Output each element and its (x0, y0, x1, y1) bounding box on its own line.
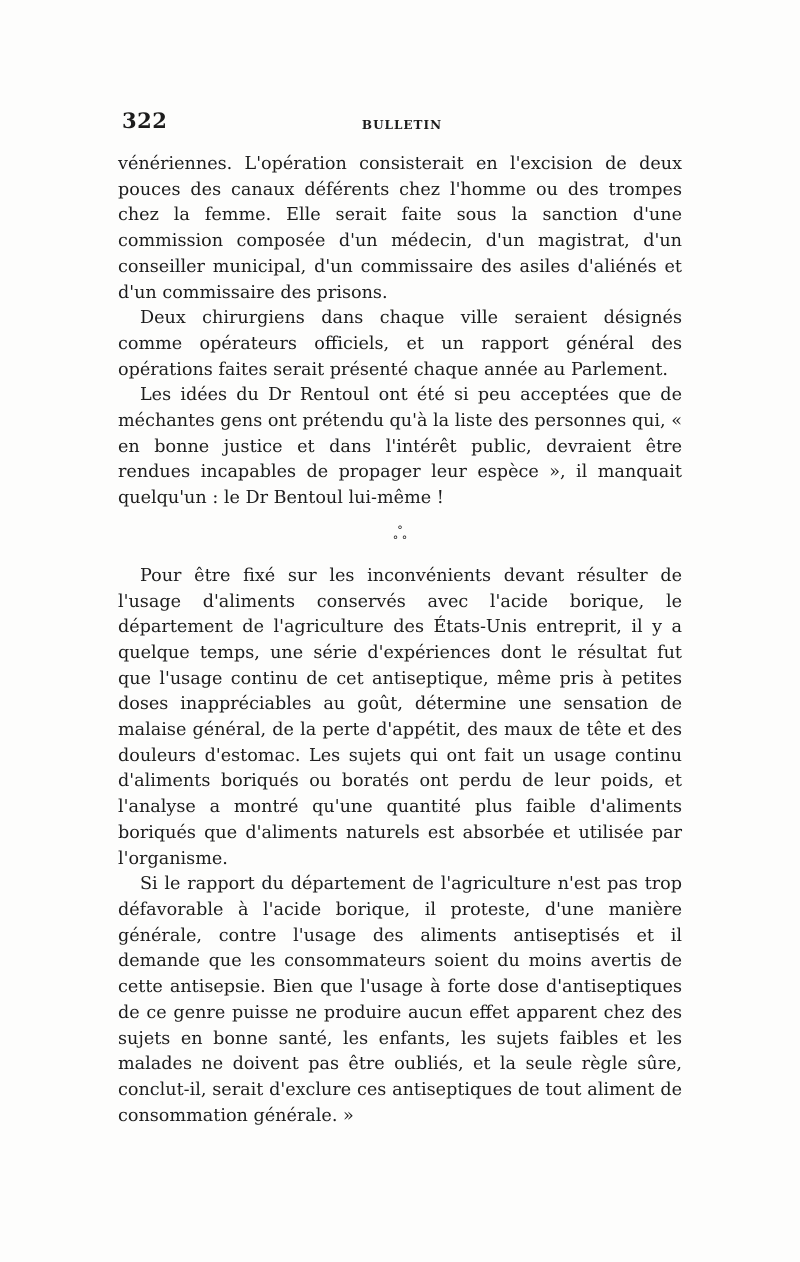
page-header (122, 108, 682, 138)
paragraph-2: Deux chirurgiens dans chaque ville seraient désignés comme opérateurs officiels, et un rapport général des opérations faites serait présenté chaque année au Parlement. (118, 308, 682, 380)
paragraph-4: Pour être fixé sur les inconvénients devant résulter de l'usage d'aliments conservés avec l'acide borique, le département de l'agriculture des États-Unis entreprit, il y a quelque temps, une série d'expériences dont le résultat fut que l'usage continu de cet antiseptique, même pris à petites doses inappréciables au goût, détermine une sensation de malaise général, de la perte d'appétit, des maux de tête et des douleurs d'estomac. Les sujets qui ont fait un usage continu d'aliments boriqués ou boratés ont perdu de leur poids, et l'analyse a montré qu'une quantité plus faible d'aliments boriqués que d'aliments naturels est absorbée et utilisée par l'organisme. (118, 565, 682, 869)
page-number: 322 (122, 108, 168, 133)
paragraph-3: Les idées du Dr Rentoul ont été si peu acceptées que de méchantes gens ont prétendu qu'à la liste des personnes qui, « en bonne justice et dans l'intérêt public, devraient être rendues incapables de propager leur espèce », il manquait quelqu'un : le Dr Bentoul lui-même ! (118, 385, 682, 509)
paragraph-1: vénériennes. L'opération consisterait en l'excision de deux pouces des canaux déférents chez l'homme ou des trompes chez la femme. Elle serait faite sous la sanction d'une commission composée d'un médecin, d'un magistrat, d'un conseiller municipal, d'un commissaire des asiles d'aliénés et d'un commissaire des prisons. (118, 154, 682, 303)
paragraph-5: Si le rapport du département de l'agriculture n'est pas trop défavorable à l'acide borique, il proteste, d'une manière générale, contre l'usage des aliments antiseptisés et il demande que les consommateurs soient du moins avertis de cette antisepsie. Bien que l'usage à forte dose d'antiseptiques de ce genre puisse ne produire aucun effet apparent chez des sujets en bonne santé, les enfants, les sujets faibles et les malades ne doivent pas être oubliés, et la seule règle sûre, conclut-il, serait d'exclure ces antiseptiques de tout aliment de consommation générale. » (118, 874, 682, 1126)
section-ornament (118, 512, 682, 564)
body-text (118, 152, 682, 1129)
ornament-top: ° (397, 523, 403, 537)
running-title: BULLETIN (361, 118, 443, 132)
ornament-bottom: ° ° (392, 533, 408, 547)
